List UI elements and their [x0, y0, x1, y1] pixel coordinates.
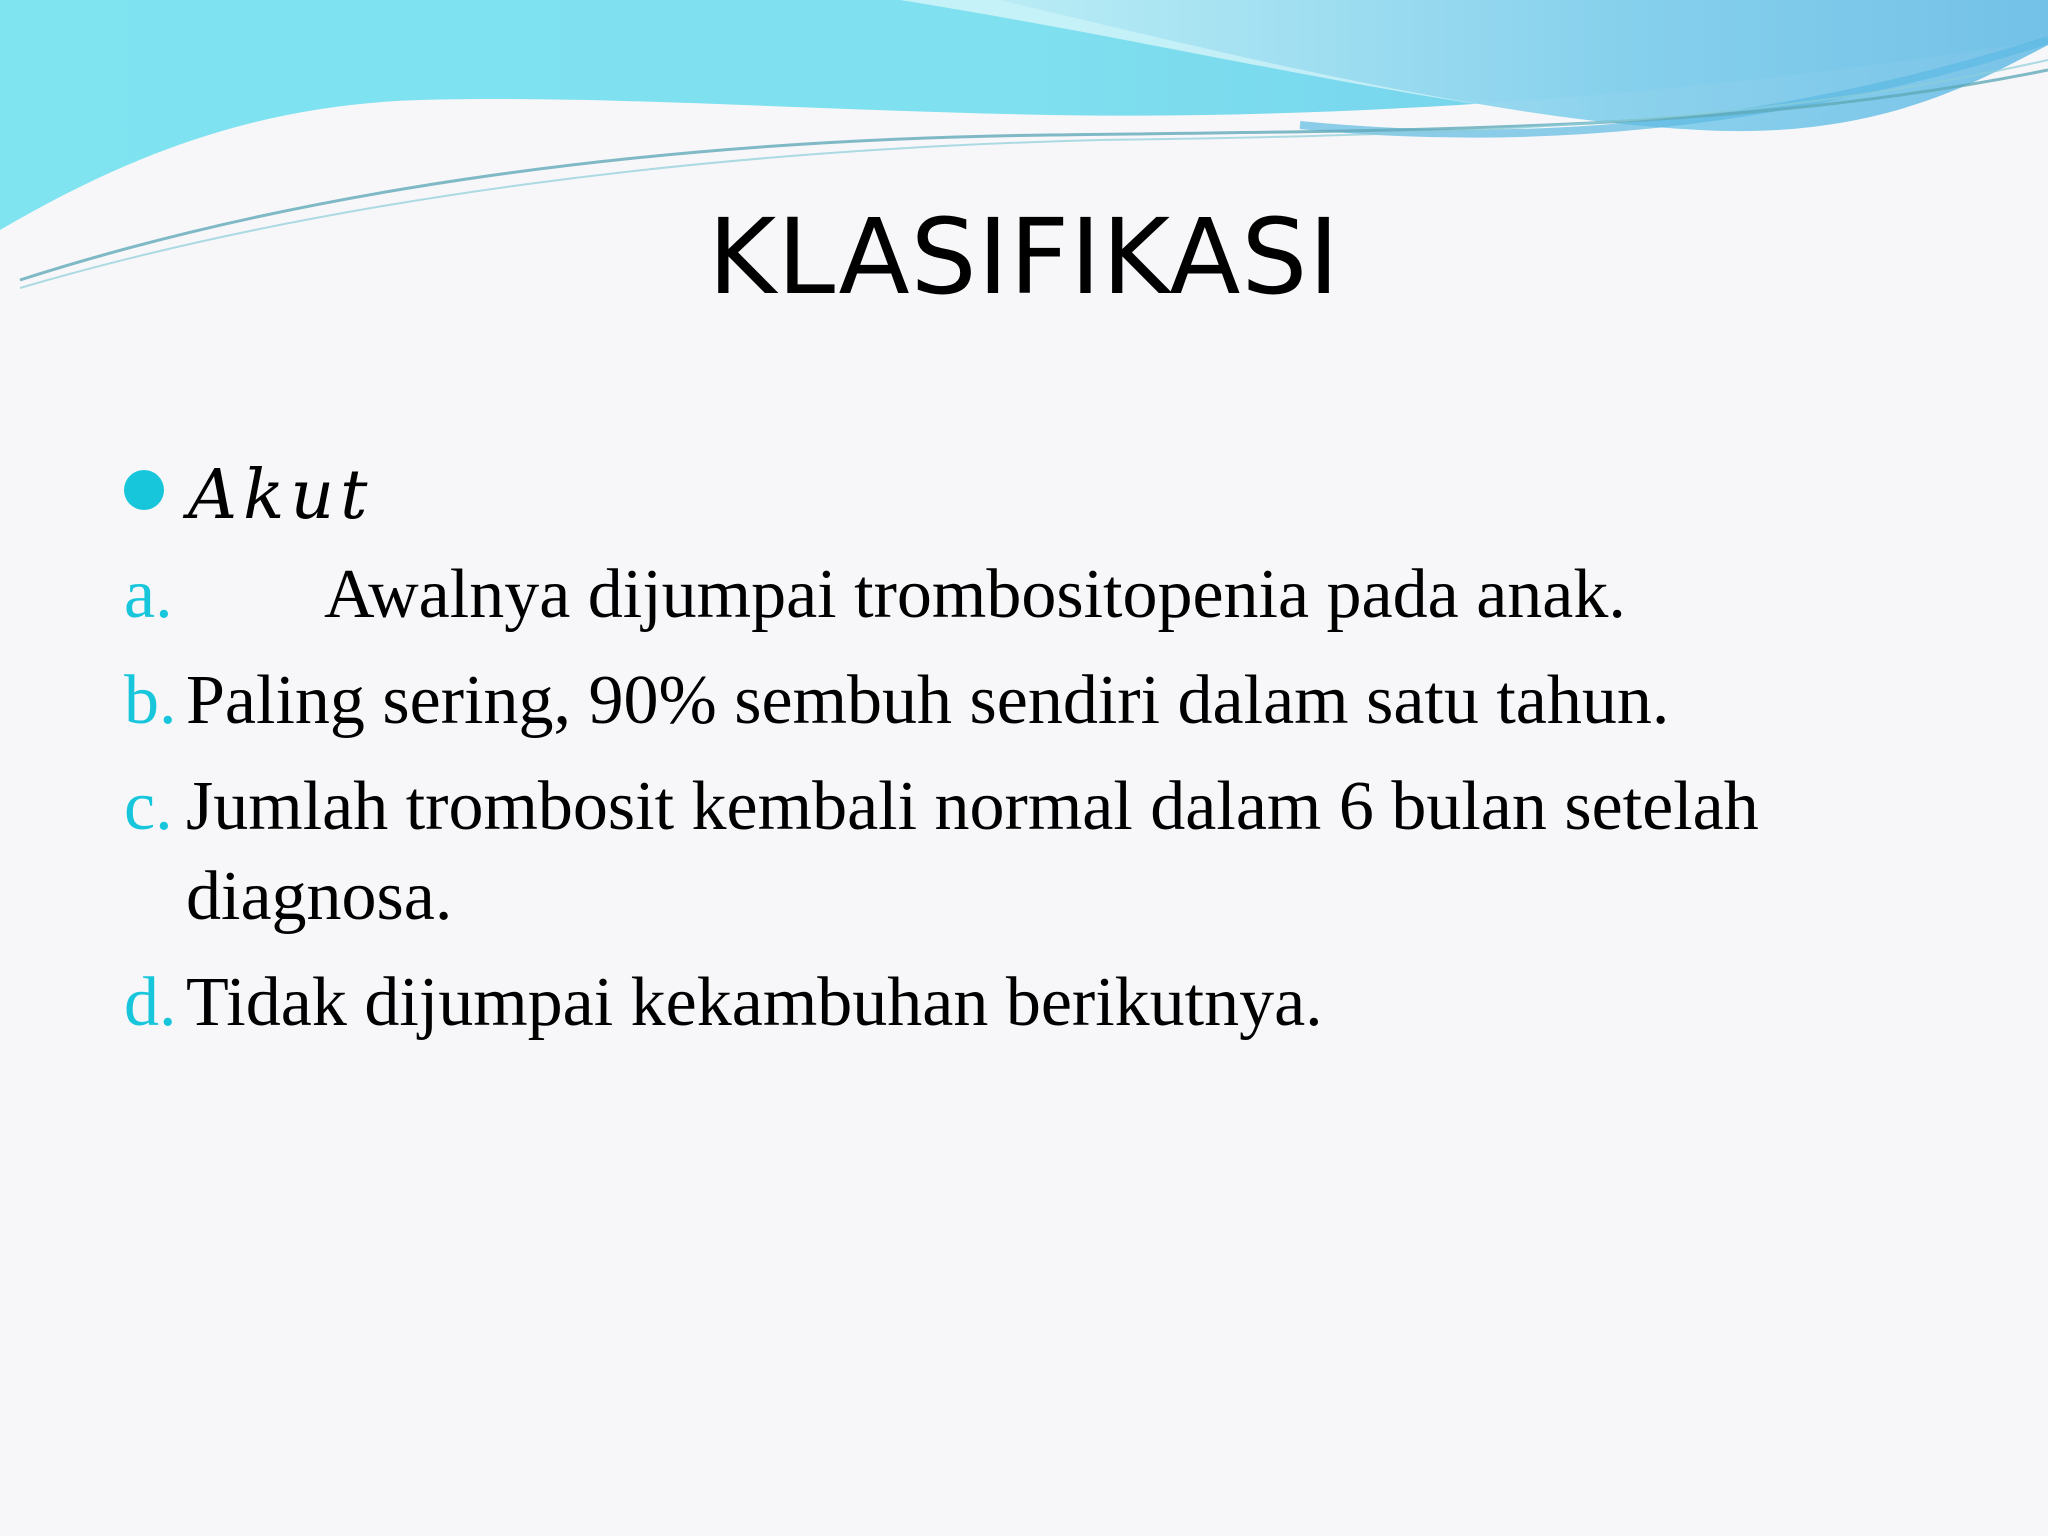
list-item-a	[124, 550, 1984, 640]
list-item-c	[124, 762, 1984, 942]
list-text: Tidak dijumpai kekambuhan berikutnya.	[186, 964, 1323, 1041]
bullet-akut	[124, 440, 1984, 550]
list-text: Awalnya dijumpai trombositopenia pada anak.	[324, 556, 1626, 633]
list-item-b	[124, 656, 1984, 746]
slide-content	[124, 440, 1984, 1064]
bullet-label: Akut	[188, 455, 374, 535]
list-marker: d.	[124, 964, 177, 1041]
list-item-d	[124, 958, 1984, 1048]
list-marker: a.	[124, 556, 173, 633]
list-text: Jumlah trombosit kembali normal dalam 6 bulan setelah diagnosa.	[186, 768, 1759, 935]
ordered-list	[124, 550, 1984, 1048]
filled-circle-bullet-icon	[124, 470, 164, 510]
list-marker: b.	[124, 662, 177, 739]
list-marker: c.	[124, 768, 173, 845]
slide-title: KLASIFIKASI	[707, 196, 1341, 318]
list-text: Paling sering, 90% sembuh sendiri dalam satu tahun.	[186, 662, 1670, 739]
